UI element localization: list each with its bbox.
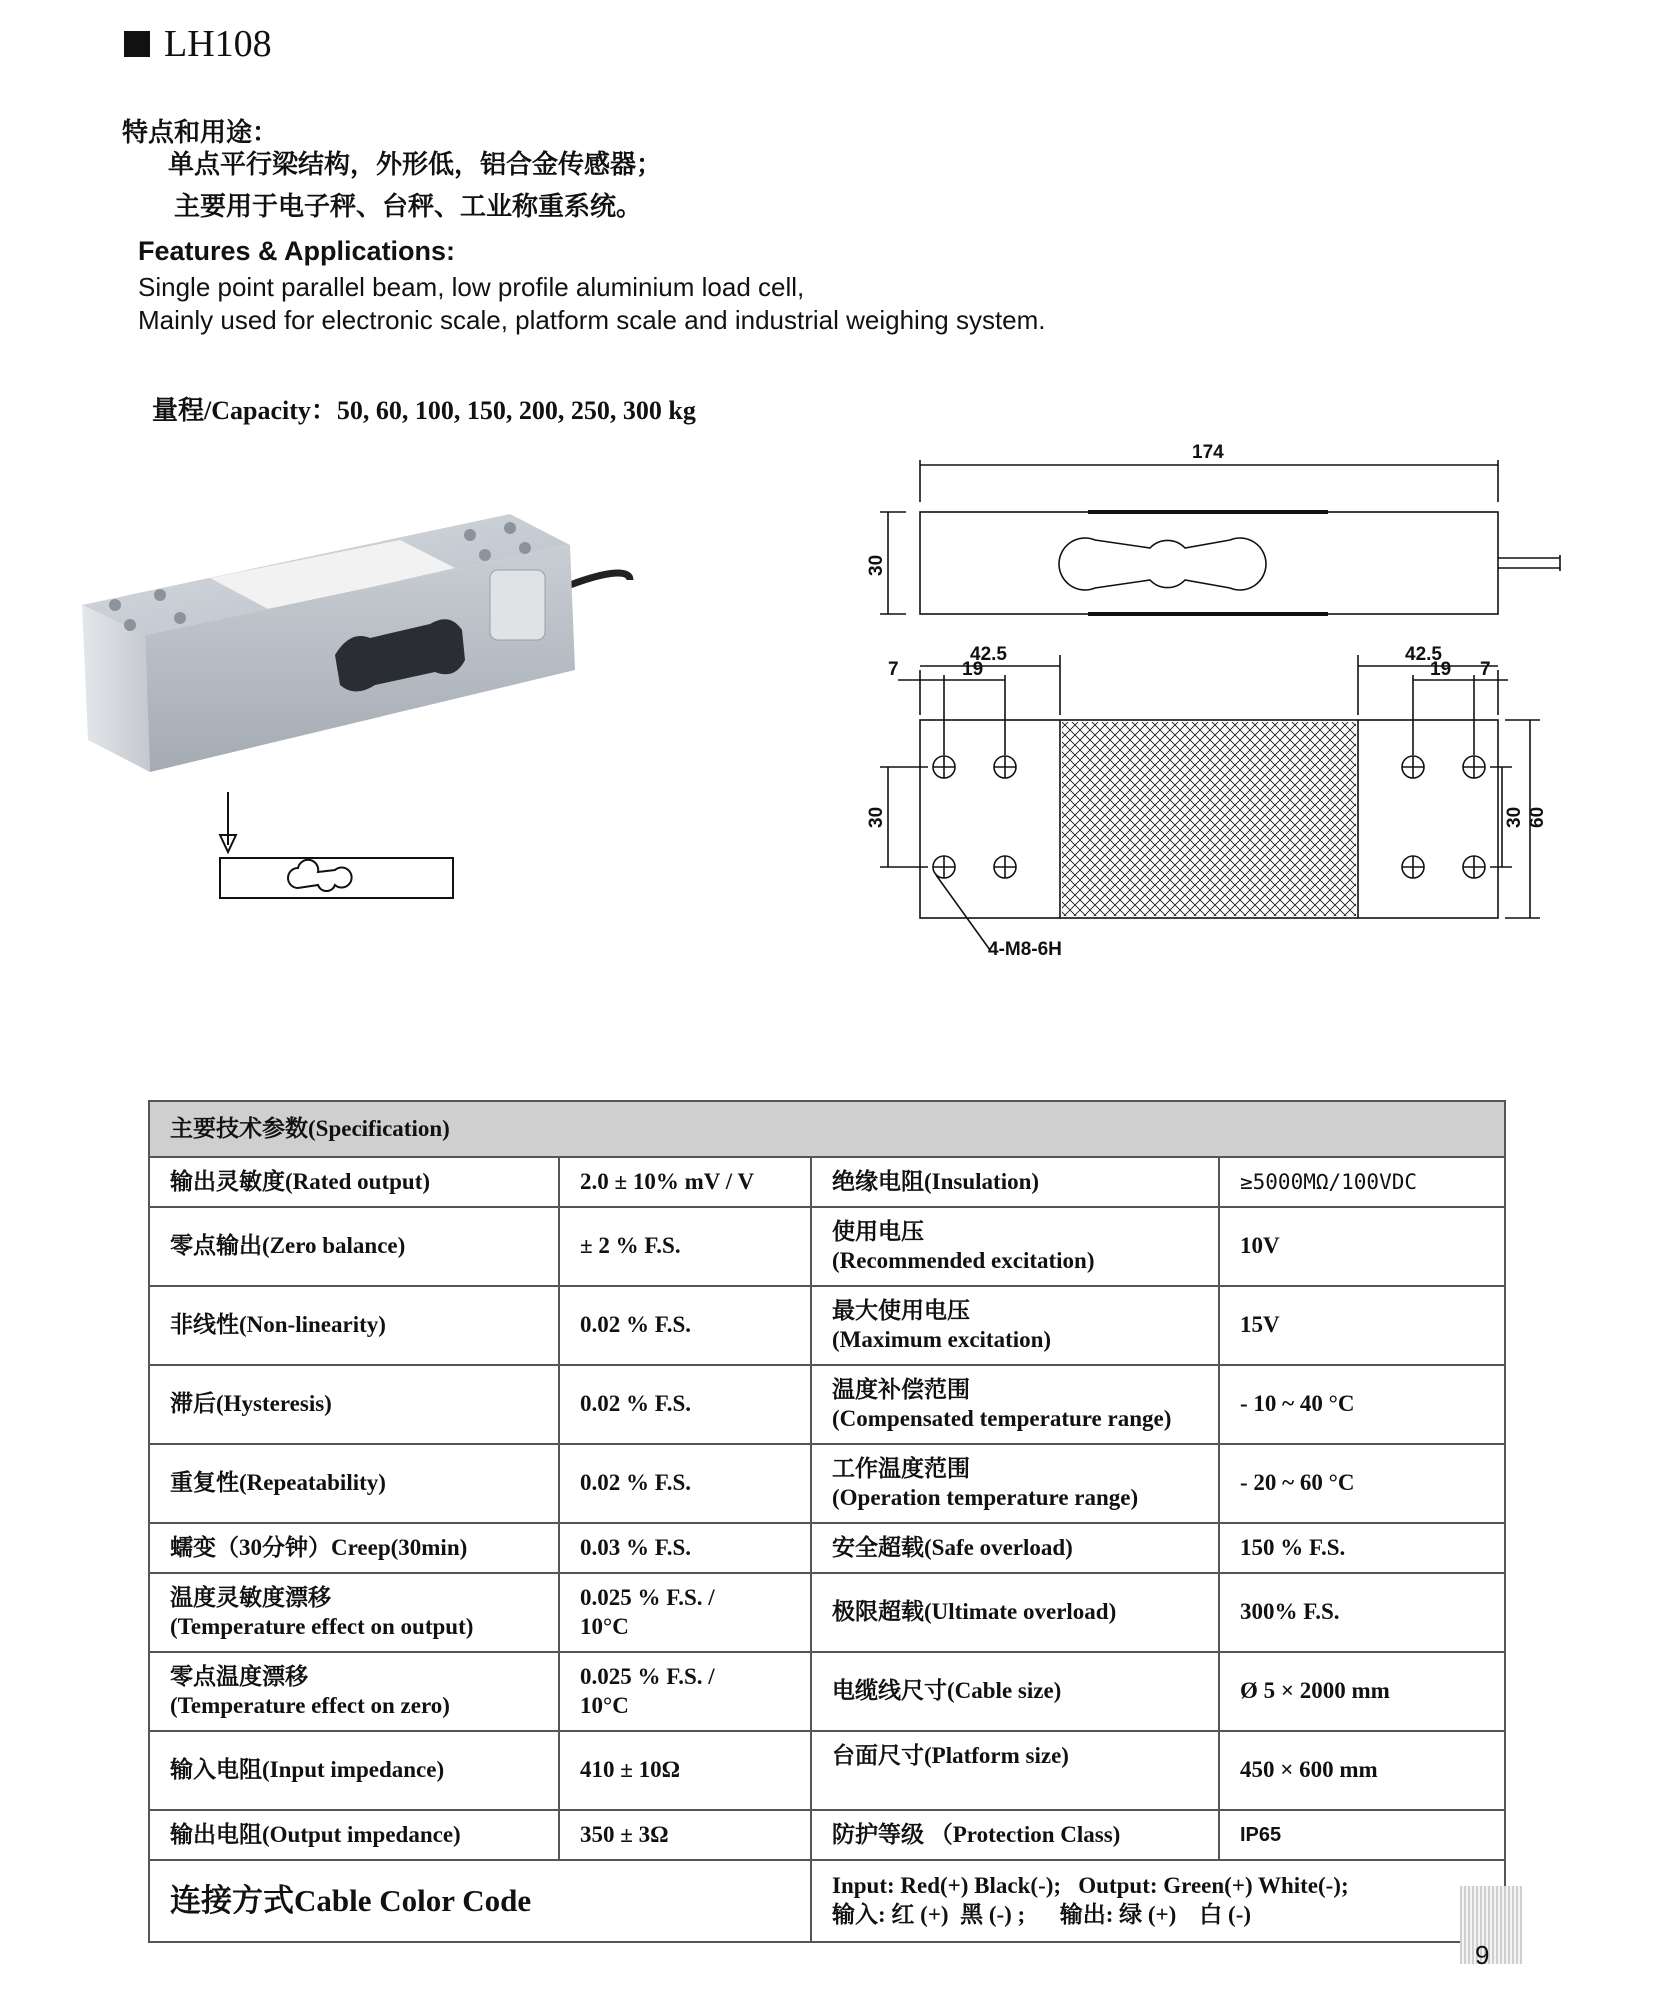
spec-value-line: 10°C [580, 1692, 629, 1718]
dim-7-right: 7 [1480, 659, 1491, 680]
features-cn-line2: 主要用于电子秤、台秤、工业称重系统。 [174, 192, 643, 221]
spec-label-cn: 使用电压 [832, 1218, 924, 1244]
spec-value: 410 ± 10Ω [559, 1731, 811, 1810]
spec-label: 台面尺寸(Platform size) [811, 1731, 1219, 1810]
cable-color-line-en: Input: Red(+) Black(-); Output: Green(+) White(-); [832, 1873, 1349, 1899]
spec-label [149, 1573, 559, 1652]
spec-label: 输出电阻(Output impedance) [149, 1810, 559, 1860]
spec-label: 防护等级 （Protection Class) [811, 1810, 1219, 1860]
spec-value: 350 ± 3Ω [559, 1810, 811, 1860]
dim-7-left: 7 [888, 659, 899, 680]
spec-value: 0.02 % F.S. [559, 1444, 811, 1523]
spec-label-en: (Maximum excitation) [832, 1326, 1052, 1352]
spec-label: 输入电阻(Input impedance) [149, 1731, 559, 1810]
spec-label-en: (Operation temperature range) [832, 1484, 1139, 1510]
spec-value: 15V [1219, 1286, 1505, 1365]
spec-label [811, 1365, 1219, 1444]
spec-label: 输出灵敏度(Rated output) [149, 1157, 559, 1207]
spec-value: 0.03 % F.S. [559, 1523, 811, 1573]
thread-spec: 4-M8-6H [988, 939, 1062, 960]
dimension-drawing [840, 430, 1580, 970]
spec-value: 150 % F.S. [1219, 1523, 1505, 1573]
spec-label [811, 1286, 1219, 1365]
spec-label: 电缆线尺寸(Cable size) [811, 1652, 1219, 1731]
spec-table [148, 1100, 1506, 1943]
spec-label-cn: 温度灵敏度漂移 [170, 1584, 331, 1610]
spec-value: 0.02 % F.S. [559, 1365, 811, 1444]
page-corner-decoration [1460, 1886, 1522, 1964]
table-row [149, 1731, 1505, 1810]
spec-value [559, 1652, 811, 1731]
spec-value-line: 10°C [580, 1613, 629, 1639]
table-row [149, 1523, 1505, 1573]
table-row [149, 1573, 1505, 1652]
cable-color-line-cn: 输入: 红 (+) 黑 (-) ; 输出: 绿 (+) 白 (-) [832, 1902, 1252, 1927]
spec-label-cn: 工作温度范围 [832, 1455, 970, 1481]
spec-label [811, 1444, 1219, 1523]
spec-label: 极限超载(Ultimate overload) [811, 1573, 1219, 1652]
spec-value: 450 × 600 mm [1219, 1731, 1505, 1810]
page-number: 9 [1475, 1940, 1490, 1970]
spec-label-en: (Compensated temperature range) [832, 1405, 1172, 1431]
spec-label-cn: 零点温度漂移 [170, 1663, 308, 1689]
features-en-line2: Mainly used for electronic scale, platform scale and industrial weighing system. [138, 305, 1046, 335]
spec-label-cn: 最大使用电压 [832, 1297, 970, 1323]
table-row [149, 1444, 1505, 1523]
model-heading [124, 22, 272, 66]
dim-60-right: 60 [1527, 806, 1548, 828]
spec-label: 安全超载(Safe overload) [811, 1523, 1219, 1573]
spec-title: 主要技术参数(Specification) [149, 1101, 1505, 1157]
spec-label [149, 1652, 559, 1731]
dim-height-top: 30 [866, 554, 887, 576]
spec-value: IP65 [1219, 1810, 1505, 1860]
dim-30-right: 30 [1504, 806, 1525, 828]
features-en-title: Features & Applications: [138, 236, 456, 266]
spec-label-en: (Temperature effect on zero) [170, 1692, 450, 1718]
spec-label-en: (Temperature effect on output) [170, 1613, 474, 1639]
dim-19-right: 19 [1430, 659, 1452, 680]
spec-label: 绝缘电阻(Insulation) [811, 1157, 1219, 1207]
spec-value-line: 0.025 % F.S. / [580, 1663, 715, 1689]
spec-value: - 10 ~ 40 °C [1219, 1365, 1505, 1444]
table-row [149, 1810, 1505, 1860]
spec-label: 滞后(Hysteresis) [149, 1365, 559, 1444]
spec-value: Ø 5 × 2000 mm [1219, 1652, 1505, 1731]
spec-value [559, 1573, 811, 1652]
features-cn-title: 特点和用途： [122, 118, 279, 147]
dim-length: 174 [1192, 442, 1224, 463]
dim-19-left: 19 [962, 659, 984, 680]
spec-label [811, 1207, 1219, 1286]
spec-value: 300% F.S. [1219, 1573, 1505, 1652]
dim-42-left: 42.5 [970, 644, 1007, 665]
spec-label-cn: 温度补偿范围 [832, 1376, 970, 1402]
cable-color-label: 连接方式Cable Color Code [149, 1860, 811, 1942]
table-row [149, 1652, 1505, 1731]
spec-value: ≥5000MΩ/100VDC [1219, 1157, 1505, 1207]
capacity-line: 量程/Capacity：50, 60, 100, 150, 200, 250, 300 kg [152, 396, 696, 425]
dim-30-left: 30 [866, 806, 887, 828]
spec-value: 10V [1219, 1207, 1505, 1286]
table-row [149, 1157, 1505, 1207]
cable-color-row [149, 1860, 1505, 1942]
spec-label: 重复性(Repeatability) [149, 1444, 559, 1523]
spec-label: 蠕变（30分钟）Creep(30min) [149, 1523, 559, 1573]
spec-label: 零点输出(Zero balance) [149, 1207, 559, 1286]
table-row [149, 1286, 1505, 1365]
spec-value-line: 0.025 % F.S. / [580, 1584, 715, 1610]
cable-color-values [811, 1860, 1505, 1942]
bullet-square-icon [124, 31, 150, 57]
load-direction-sketch [210, 790, 470, 905]
model-name: LH108 [164, 23, 272, 65]
spec-value: 0.02 % F.S. [559, 1286, 811, 1365]
table-row [149, 1365, 1505, 1444]
spec-table-header [149, 1101, 1505, 1157]
spec-label-en: (Recommended excitation) [832, 1247, 1095, 1273]
dim-42-right: 42.5 [1405, 644, 1442, 665]
table-row [149, 1207, 1505, 1286]
spec-label: 非线性(Non-linearity) [149, 1286, 559, 1365]
features-en-line1: Single point parallel beam, low profile aluminium load cell, [138, 272, 805, 302]
features-cn-line1: 单点平行梁结构，外形低，铝合金传感器； [168, 150, 663, 179]
spec-value: 2.0 ± 10% mV / V [559, 1157, 811, 1207]
spec-value: - 20 ~ 60 °C [1219, 1444, 1505, 1523]
spec-value: ± 2 % F.S. [559, 1207, 811, 1286]
